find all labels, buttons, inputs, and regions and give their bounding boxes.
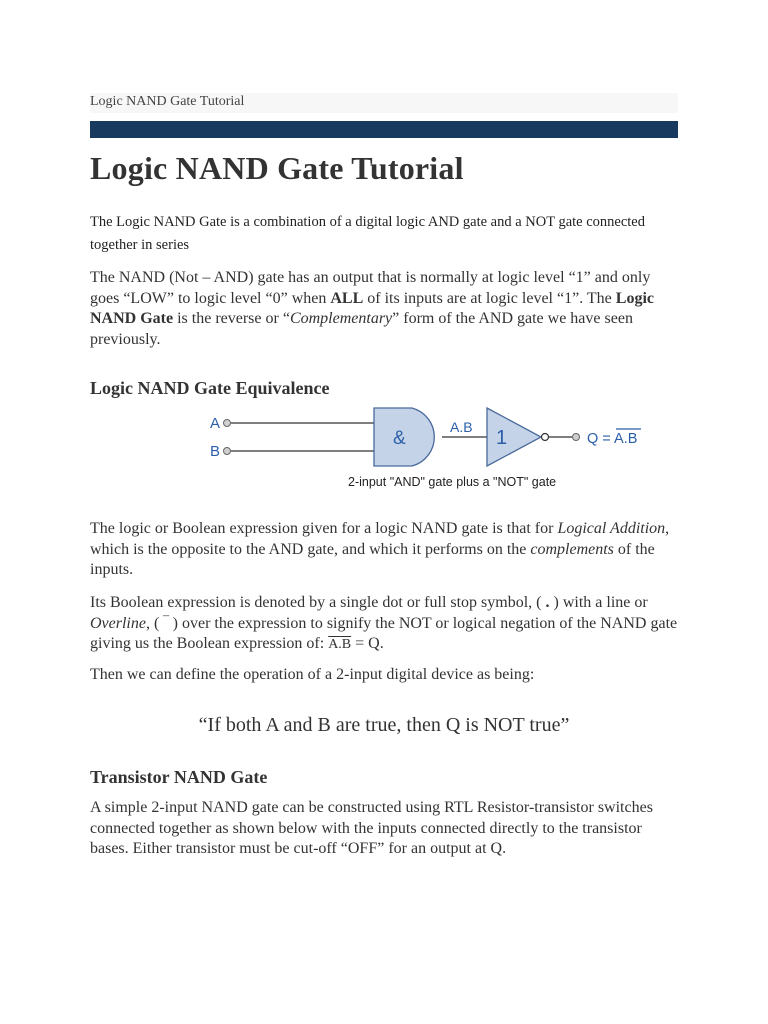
text: of the inputs. bbox=[90, 540, 655, 578]
text: ) over the expression to signify the NOT or logical negation of the NAND gate giving us the Boolean expression of: bbox=[90, 614, 678, 652]
emphasis-logic-nand-gate: Logic NAND Gate bbox=[90, 289, 654, 327]
heading-transistor-nand: Transistor NAND Gate bbox=[90, 767, 268, 787]
text: = Q. bbox=[351, 635, 384, 652]
breadcrumb[interactable]: Logic NAND Gate Tutorial bbox=[90, 94, 245, 109]
svg-text:Q = A.B bbox=[587, 431, 637, 447]
intro-paragraph: The Logic NAND Gate is a combination of a digital logic AND gate and a NOT gate connected together in series bbox=[90, 214, 645, 253]
header-banner bbox=[90, 121, 678, 138]
input-b-terminal bbox=[224, 448, 231, 455]
overline-symbol: ‾ bbox=[163, 614, 169, 632]
nand-equivalence-diagram bbox=[208, 400, 638, 501]
text: of its inputs are at logic level “1”. The bbox=[363, 289, 616, 307]
boolean-expression: A.B bbox=[328, 637, 352, 652]
and-symbol: & bbox=[393, 428, 406, 449]
paragraph-boolean-expression bbox=[90, 519, 678, 581]
text: ” form of the AND gate we have seen previously. bbox=[90, 310, 633, 348]
dot-symbol: . bbox=[545, 594, 550, 611]
heading-equivalence: Logic NAND Gate Equivalence bbox=[90, 378, 330, 398]
input-b-label: B bbox=[210, 443, 221, 460]
input-a-terminal bbox=[224, 420, 231, 427]
emphasis-complements: complements bbox=[530, 540, 614, 558]
mid-label: A.B bbox=[450, 419, 473, 435]
text: , ( bbox=[145, 614, 164, 632]
paragraph-transistor: A simple 2-input NAND gate can be constructed using RTL Resistor-transistor switches connected together as shown below with the inputs connected directly to the transistor bases. Either transistor must be cut-off “OFF” for an output at Q. bbox=[90, 799, 653, 857]
emphasis-complementary: Complementary bbox=[289, 310, 393, 327]
inversion-bubble bbox=[542, 434, 549, 441]
output-terminal bbox=[573, 434, 580, 441]
emphasis-all: ALL bbox=[330, 289, 364, 307]
page-title: Logic NAND Gate Tutorial bbox=[90, 150, 464, 186]
input-a-label: A bbox=[210, 415, 221, 432]
text: Its Boolean expression is denoted by a single dot or full stop symbol, ( bbox=[90, 594, 546, 611]
not-symbol: 1 bbox=[496, 427, 508, 449]
text: The logic or Boolean expression given for a logic NAND gate is that for bbox=[90, 520, 558, 537]
emphasis-overline: Overline bbox=[90, 614, 146, 632]
paragraph-operation-intro: Then we can define the operation of a 2-input digital device as being: bbox=[90, 666, 535, 683]
text: The NAND (Not – AND) gate has an output that is normally at logic level “1” and only goes “LOW” to logic level “0” when bbox=[90, 269, 651, 307]
text: is the reverse or “ bbox=[173, 310, 290, 327]
emphasis-logical-addition: Logical Addition bbox=[557, 520, 666, 537]
nand-quote: “If both A and B are true, then Q is NOT true” bbox=[198, 714, 570, 736]
text: ) with a line or bbox=[549, 594, 648, 611]
paragraph-nand-definition bbox=[90, 268, 678, 350]
output-q-label: Q = bbox=[587, 431, 615, 447]
text: , which is the opposite to the AND gate, and which it performs on the bbox=[90, 520, 670, 558]
diagram-caption: 2-input "AND" gate plus a "NOT" gate bbox=[348, 475, 557, 489]
paragraph-dot-symbol bbox=[90, 593, 678, 656]
output-expression: A.B bbox=[614, 431, 638, 447]
